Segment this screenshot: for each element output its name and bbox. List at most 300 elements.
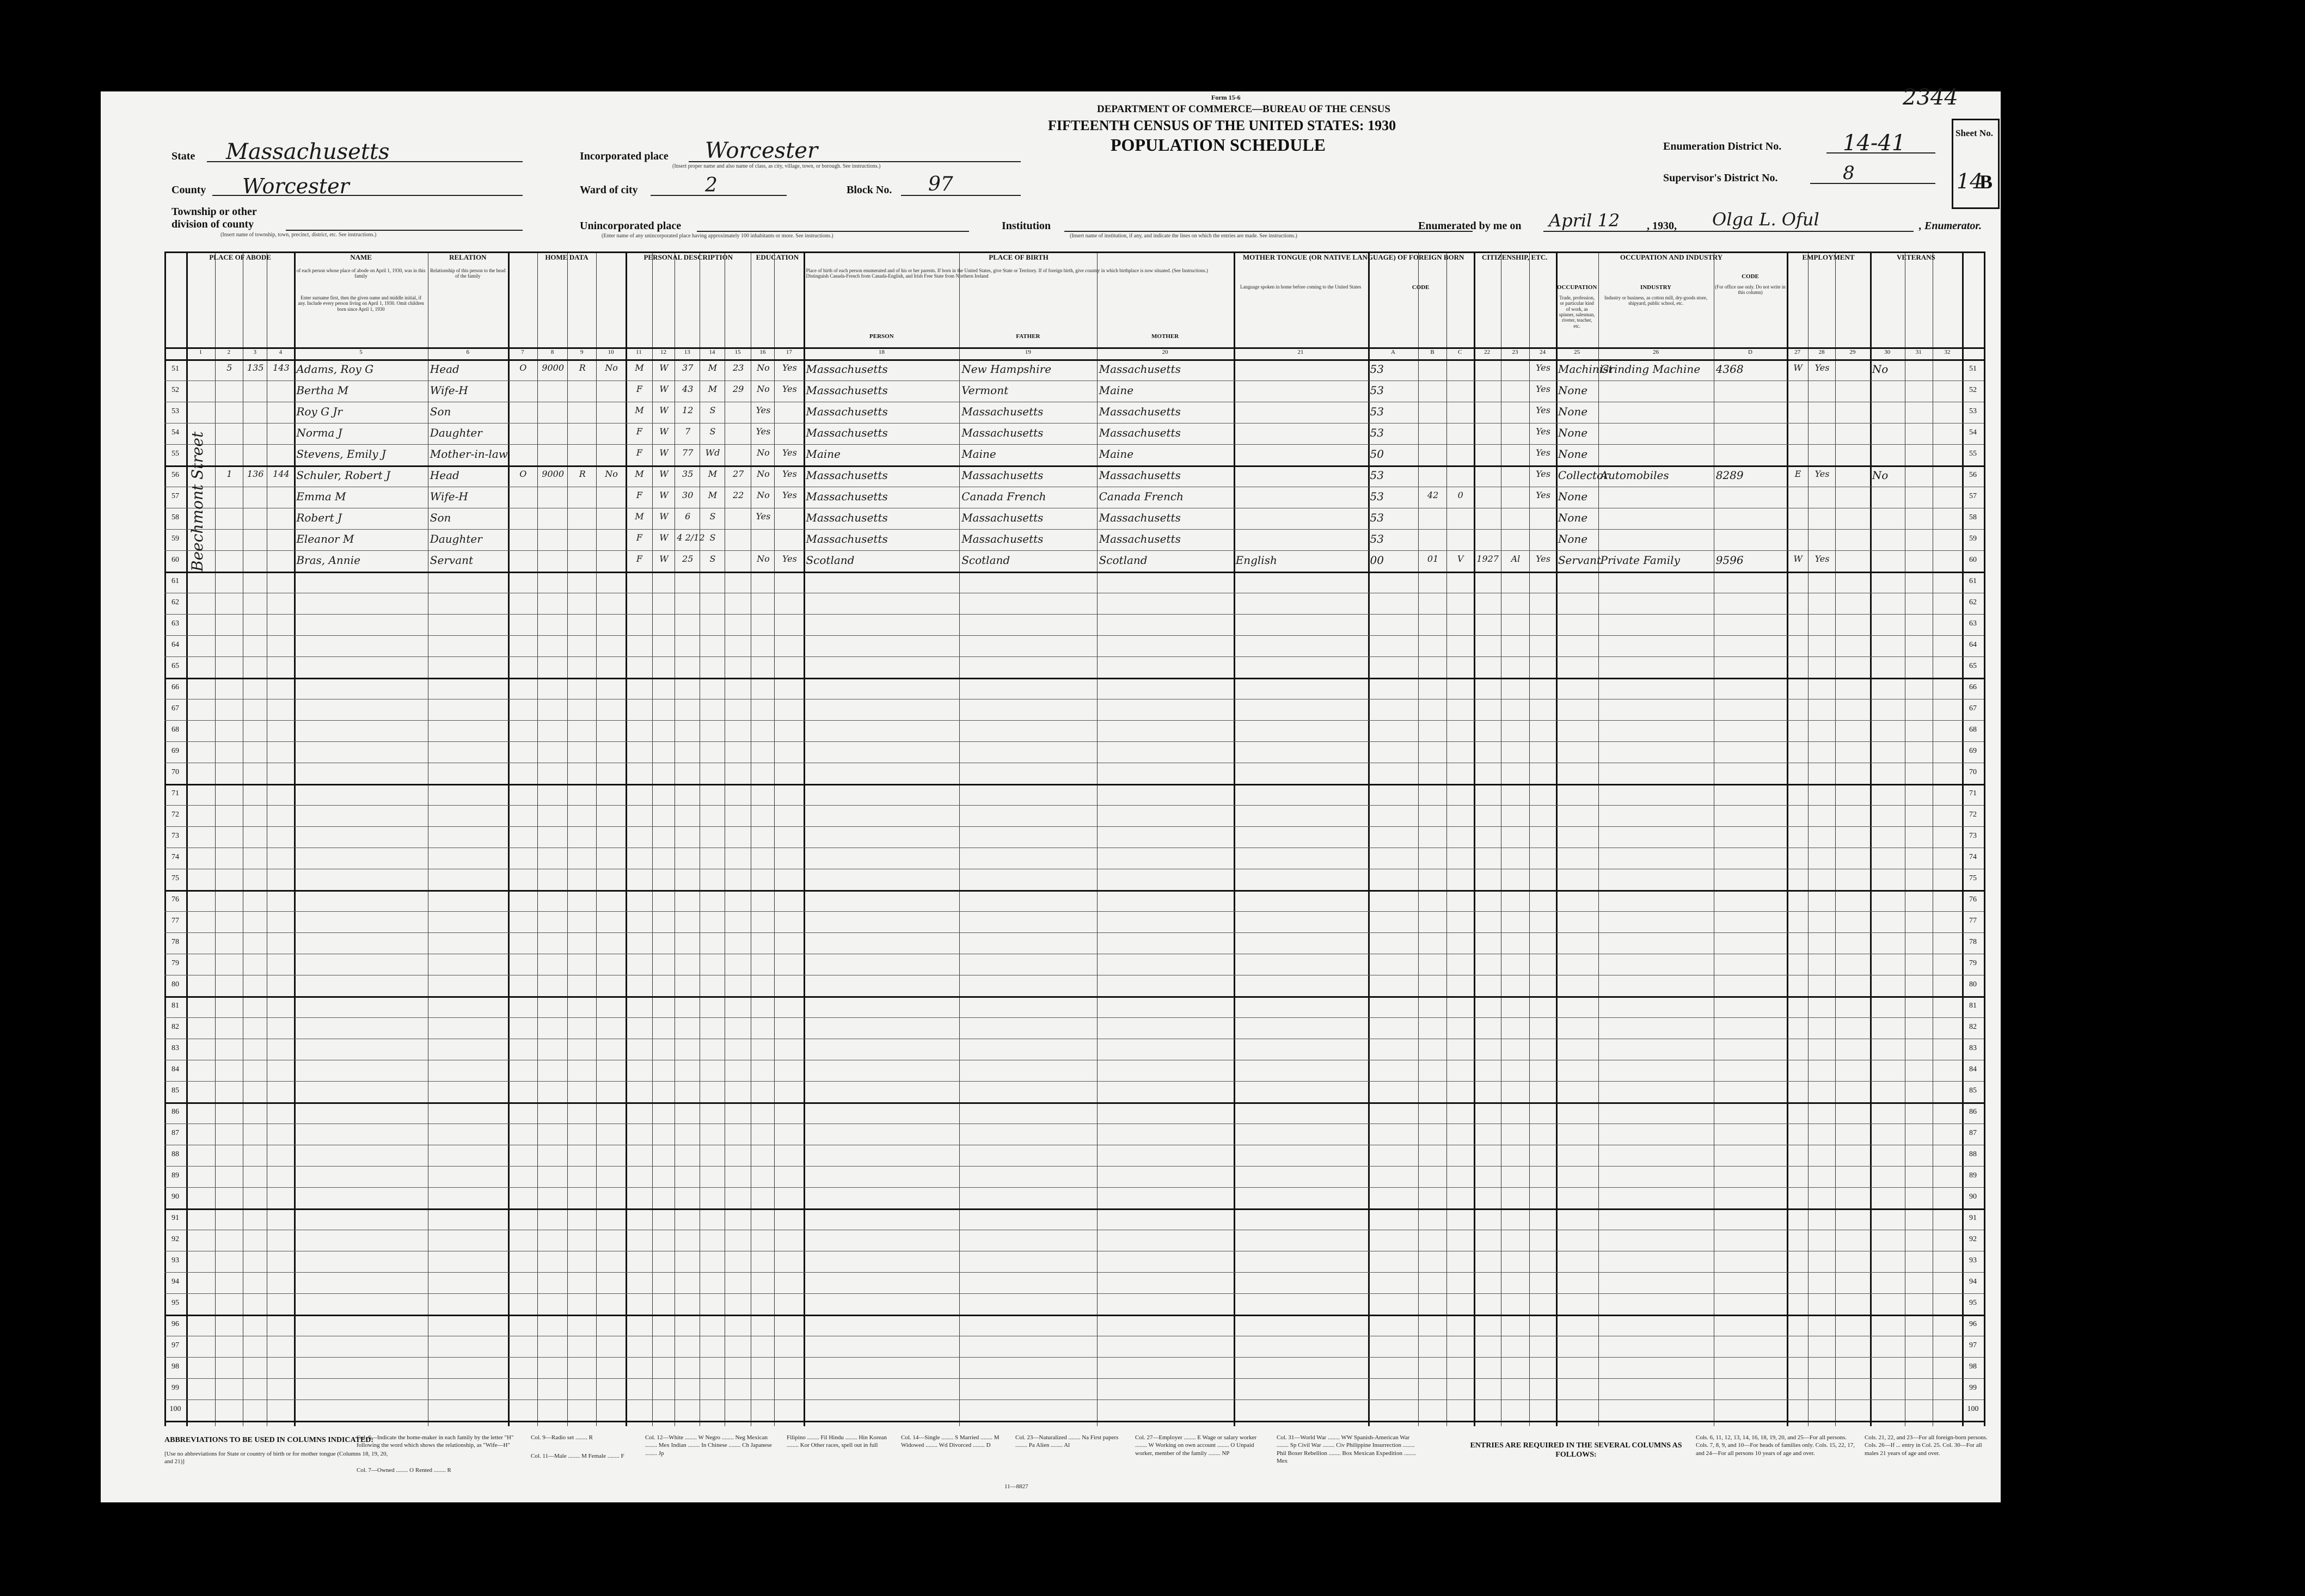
row-number-right: 85 — [1969, 1086, 1977, 1095]
row-number-right: 69 — [1969, 747, 1977, 755]
row-rule — [164, 911, 1984, 912]
cell-read: Yes — [782, 384, 797, 394]
column-number: 16 — [759, 349, 766, 355]
cell-relation: Head — [430, 363, 459, 376]
row-number-left: 62 — [171, 598, 179, 606]
occupation-description: Trade, profession, or particular kind of work, as spinner, salesman, riveter, teacher, etc. — [1559, 295, 1595, 329]
cell-code-a: 53 — [1370, 532, 1384, 545]
cell-radio: R — [579, 363, 586, 373]
row-number-right: 79 — [1969, 959, 1977, 967]
row-number-left: 94 — [171, 1278, 179, 1286]
incorporated-place-value: Worcester — [705, 138, 818, 163]
cell-relation: Daughter — [430, 426, 482, 439]
cell-code-b: 42 — [1427, 490, 1439, 500]
cell-school: No — [757, 554, 770, 564]
abbrev-title: ABBREVIATIONS TO BE USED IN COLUMNS INDICATED: — [164, 1436, 374, 1444]
row-number-left: 67 — [171, 704, 179, 713]
row-number-right: 95 — [1969, 1299, 1977, 1307]
row-rule — [164, 1378, 1984, 1379]
row-number-right: 98 — [1969, 1362, 1977, 1371]
cell-father-birth: New Hampshire — [961, 363, 1052, 376]
row-number-right: 70 — [1969, 768, 1977, 776]
cell-race: W — [659, 469, 669, 479]
footnote-col14: Col. 14—Single ........ S Married ........ M Widowed ........ Wd Divorced ........ D — [901, 1434, 1000, 1449]
ward-label: Ward of city — [580, 184, 638, 196]
cell-sex: F — [636, 490, 642, 500]
cell-dw-no: 136 — [247, 469, 264, 479]
incorporated-place-note: (Insert proper name and also name of class, as city, village, town, or borough. See instructions.) — [672, 163, 881, 169]
row-number-right: 51 — [1969, 365, 1977, 373]
row-rule — [164, 1166, 1984, 1167]
row-number-left: 73 — [171, 832, 179, 840]
row-rule — [164, 805, 1984, 806]
street-name: Beechmont Street — [188, 431, 206, 572]
industry-label: INDUSTRY — [1640, 284, 1672, 291]
group-header-11: VETERANS — [1896, 253, 1935, 261]
row-rule — [164, 656, 1984, 657]
column-rule — [1446, 251, 1447, 1426]
row-rule — [164, 550, 1984, 551]
name-description: of each person whose place of abode on April 1, 1930, was in this family — [296, 268, 426, 279]
institution-note: (Insert name of institution, if any, and indicate the lines on which the entries are made. See instructions.) — [1070, 233, 1297, 239]
cell-marital: Wd — [705, 447, 720, 458]
row-number-left: 81 — [171, 1002, 179, 1010]
cell-birth: Scotland — [806, 554, 855, 567]
column-rule — [1097, 251, 1098, 1426]
cell-race: W — [659, 426, 669, 437]
cell-read: Yes — [782, 554, 797, 564]
column-number: A — [1390, 349, 1395, 355]
column-number: B — [1430, 349, 1435, 355]
birth-description: Place of birth of each person enumerated and of his or her parents. If born in the United States, give State or Territory. If of foreign birth, give country in which birthplace is now situated. (See Instructions.) Distinguish Canada-French from Canada-English, and Irish Free State from Northern Ireland — [806, 268, 1208, 279]
occupation-label: OCCUPATION — [1556, 284, 1597, 291]
cell-sex: M — [635, 511, 644, 521]
cell-work: Yes — [1814, 554, 1830, 564]
row-number-left: 65 — [171, 662, 179, 670]
cell-sex: M — [635, 469, 644, 479]
row-number-left: 96 — [171, 1320, 179, 1328]
footnote-col12a: Col. 12—White ........ W Negro ........ Neg Mexican ........ Mex Indian ........ In Chinese ........ Ch Japanese ........ Jp — [645, 1434, 772, 1457]
cell-code-d: 8289 — [1715, 469, 1744, 482]
cell-race: W — [659, 447, 669, 458]
row-number-right: 86 — [1969, 1108, 1977, 1116]
row-number-right: 72 — [1969, 811, 1977, 819]
column-number: 9 — [580, 349, 584, 355]
cell-code-a: 53 — [1370, 469, 1384, 482]
column-number: 18 — [878, 349, 885, 355]
row-number-right: 61 — [1969, 577, 1977, 585]
row-number-right: 58 — [1969, 513, 1977, 521]
row-number-right: 75 — [1969, 874, 1977, 882]
cell-code-a: 50 — [1370, 447, 1384, 461]
column-rule — [1787, 251, 1788, 1426]
cell-mother-birth: Massachusetts — [1099, 363, 1181, 376]
cell-school: No — [757, 447, 770, 458]
column-number: 30 — [1884, 349, 1891, 355]
row-number-right: 57 — [1969, 492, 1977, 500]
row-number-left: 52 — [171, 386, 179, 394]
county-label: County — [171, 184, 206, 196]
cell-code-a: 00 — [1370, 554, 1384, 567]
row-number-right: 52 — [1969, 386, 1977, 394]
cell-father-birth: Vermont — [961, 384, 1009, 397]
cell-code-b: 01 — [1427, 554, 1439, 564]
footnote-col27: Col. 27—Employer ........ E Wage or salary worker ........ W Working on own account ........ O Unpaid worker, member of the family ........ NP — [1135, 1434, 1257, 1457]
cell-marital: S — [709, 405, 716, 415]
row-rule — [164, 741, 1984, 742]
unincorporated-note: (Enter name of any unincorporated place having approximately 100 inhabitants or more. See instructions.) — [602, 233, 833, 239]
cell-mother-birth: Massachusetts — [1099, 511, 1181, 524]
column-number: 21 — [1297, 349, 1304, 355]
cell-name: Norma J — [296, 426, 342, 439]
group-header-2: RELATION — [449, 253, 487, 261]
cell-marital: S — [709, 532, 716, 543]
cell-industry: Private Family — [1600, 554, 1680, 567]
row-number-left: 95 — [171, 1299, 179, 1307]
row-number-left: 63 — [171, 619, 179, 628]
abbrev-note: [Use no abbreviations for State or country of birth or for mother tongue (Columns 18, 19, 20, and 21)] — [164, 1451, 388, 1465]
code-label: CODE — [1412, 284, 1430, 291]
form-number: Form 15-6 — [1211, 94, 1241, 101]
name-note: Enter surname first, then the given name and middle initial, if any. Include every person living on April 1, 1930. Omit children born since April 1, 1930 — [298, 295, 424, 312]
row-number-right: 64 — [1969, 641, 1977, 649]
cell-english: Yes — [1536, 363, 1550, 373]
column-number: 26 — [1653, 349, 1659, 355]
column-number: 14 — [709, 349, 715, 355]
row-rule — [164, 529, 1984, 530]
column-rule — [215, 251, 216, 1426]
row-rule — [164, 465, 1984, 467]
row-number-left: 83 — [171, 1044, 179, 1052]
cell-occupation: None — [1558, 426, 1588, 439]
cell-race: W — [659, 554, 669, 564]
footnote-col11: Col. 11—Male ........ M Female ........ F — [531, 1453, 624, 1459]
row-number-left: 93 — [171, 1256, 179, 1264]
row-number-left: 55 — [171, 450, 179, 458]
row-number-left: 85 — [171, 1086, 179, 1095]
cell-code-a: 53 — [1370, 363, 1384, 376]
cell-father-birth: Maine — [961, 447, 996, 461]
footnote-col23: Col. 23—Naturalized ........ Na First papers ........ Pa Alien ........ Al — [1015, 1434, 1119, 1449]
row-number-left: 59 — [171, 535, 179, 543]
cell-read: Yes — [782, 447, 797, 458]
cell-occupation: None — [1558, 405, 1588, 418]
column-number: 8 — [550, 349, 554, 355]
cell-name: Roy G Jr — [296, 405, 342, 418]
cell-father-birth: Massachusetts — [961, 532, 1044, 545]
column-number: 15 — [734, 349, 741, 355]
cell-marital: M — [708, 363, 718, 373]
cell-school: Yes — [756, 511, 771, 521]
cell-marital: M — [708, 469, 718, 479]
group-header-8: CITIZENSHIP, ETC. — [1481, 253, 1548, 261]
cell-english: Yes — [1536, 426, 1550, 437]
cell-work: Yes — [1814, 363, 1830, 373]
cell-english: Yes — [1536, 490, 1550, 500]
row-number-right: 93 — [1969, 1256, 1977, 1264]
border-rule — [1984, 251, 1985, 1426]
block-value: 97 — [928, 173, 953, 195]
enumerated-label: Enumerated by me on — [1418, 220, 1522, 232]
enumerated-year: , 1930, — [1647, 220, 1677, 232]
cell-radio: R — [579, 469, 586, 479]
row-rule — [164, 1208, 1984, 1210]
cell-race: W — [659, 532, 669, 543]
cell-age: 25 — [682, 554, 694, 564]
column-number: 1 — [199, 349, 203, 355]
cell-father-birth: Massachusetts — [961, 469, 1044, 482]
column-rule — [774, 251, 775, 1426]
column-rule — [626, 251, 627, 1426]
cell-occupation: None — [1558, 532, 1588, 545]
census-title: FIFTEENTH CENSUS OF THE UNITED STATES: 1930 — [1048, 118, 1396, 133]
row-number-right: 90 — [1969, 1193, 1977, 1201]
row-number-right: 80 — [1969, 980, 1977, 989]
column-rule — [1835, 251, 1836, 1426]
entries-b: Cols. 21, 22, and 23—For all foreign-born persons. Cols. 26—If ... entry in Col. 25. Col. 30—For all males 21 years of age and over. — [1865, 1434, 1988, 1457]
column-number: 2 — [227, 349, 231, 355]
group-header-5: EDUCATION — [756, 253, 799, 261]
column-rule — [1598, 251, 1599, 1426]
column-number: 11 — [636, 349, 642, 355]
row-rule — [164, 1357, 1984, 1358]
cell-dw-no: 135 — [247, 363, 264, 373]
column-number: 22 — [1484, 349, 1491, 355]
row-number-right: 59 — [1969, 535, 1977, 543]
footnote-col31: Col. 31—World War ........ WW Spanish-American War ........ Sp Civil War ........ Civ Philippine Insurrection ........ Phil Boxer Rebellion ........ Box Mexican Expedition ........ Mex — [1277, 1434, 1416, 1464]
row-number-left: 99 — [171, 1384, 179, 1392]
column-number: 32 — [1944, 349, 1951, 355]
sheet-label: Sheet No. — [1955, 128, 1993, 138]
row-rule — [164, 996, 1984, 998]
row-number-right: 65 — [1969, 662, 1977, 670]
row-number-left: 87 — [171, 1129, 179, 1137]
row-rule — [164, 1017, 1984, 1018]
column-number: D — [1748, 349, 1752, 355]
code-d-description: (For office use only. Do not write in this column) — [1715, 284, 1786, 296]
row-number-right: 63 — [1969, 619, 1977, 628]
column-rule — [567, 251, 568, 1426]
industry-description: Industry or business, as cotton mill, dry-goods store, shipyard, public school, etc. — [1604, 295, 1708, 306]
column-number: 27 — [1794, 349, 1801, 355]
footnote-col12b: Filipino ........ Fil Hindu ........ Hin Korean ........ Kor Other races, spell out in full — [787, 1434, 887, 1449]
cell-class: W — [1793, 554, 1803, 564]
cell-mother-birth: Massachusetts — [1099, 532, 1181, 545]
row-rule — [164, 444, 1984, 445]
cell-birth: Massachusetts — [806, 469, 888, 482]
column-rule — [537, 251, 538, 1426]
row-number-right: 89 — [1969, 1171, 1977, 1180]
cell-race: W — [659, 490, 669, 500]
cell-dwelling: 1 — [226, 469, 232, 479]
row-number-left: 75 — [171, 874, 179, 882]
row-number-right: 97 — [1969, 1341, 1977, 1349]
cell-immig: 1927 — [1476, 554, 1499, 564]
cell-farm: No — [605, 363, 618, 373]
row-number-right: 96 — [1969, 1320, 1977, 1328]
column-rule — [186, 251, 188, 1426]
enumerator-label: , Enumerator. — [1919, 220, 1982, 232]
row-number-left: 71 — [171, 789, 179, 797]
state-value: Massachusetts — [226, 139, 390, 164]
entries-a: Cols. 6, 11, 12, 13, 14, 16, 18, 19, 20, and 25—For all persons. Cols. 7, 8, 9, and 10—For heads of families only. Cols. 15, 22, 17, and 24—For all persons 10 years of age and over. — [1696, 1434, 1855, 1457]
cell-mother-birth: Massachusetts — [1099, 405, 1181, 418]
cell-age: 4 2/12 — [677, 532, 705, 543]
column-rule — [596, 251, 597, 1426]
cell-age: 37 — [682, 363, 694, 373]
row-number-right: 73 — [1969, 832, 1977, 840]
cell-occupation: Machinist — [1558, 363, 1613, 376]
sheet-number-box — [1952, 119, 2000, 209]
row-rule — [164, 614, 1984, 615]
cell-school: Yes — [756, 426, 771, 437]
group-header-3: HOME DATA — [545, 253, 588, 261]
row-rule — [164, 678, 1984, 679]
cell-school: No — [757, 363, 770, 373]
row-number-right: 74 — [1969, 853, 1977, 861]
row-rule — [164, 932, 1984, 933]
column-rule — [1418, 251, 1419, 1426]
column-number: 28 — [1818, 349, 1825, 355]
cell-read: Yes — [782, 363, 797, 373]
cell-mother-birth: Maine — [1099, 384, 1134, 397]
row-number-right: 55 — [1969, 450, 1977, 458]
enumeration-district-value: 14-41 — [1843, 131, 1906, 156]
cell-age-marr: 29 — [732, 384, 744, 394]
row-number-left: 76 — [171, 895, 179, 904]
cell-english: Yes — [1536, 469, 1550, 479]
cell-code-a: 53 — [1370, 490, 1384, 503]
column-rule — [294, 251, 296, 1426]
cell-mother-birth: Massachusetts — [1099, 426, 1181, 439]
cell-english: Yes — [1536, 447, 1550, 458]
cell-age-marr: 22 — [732, 490, 744, 500]
census-sheet — [101, 85, 2001, 1502]
cell-relation: Wife-H — [430, 384, 468, 397]
row-number-right: 100 — [1967, 1405, 1979, 1413]
row-number-left: 72 — [171, 811, 179, 819]
column-rule — [1368, 251, 1370, 1426]
cell-code-a: 53 — [1370, 405, 1384, 418]
row-number-left: 77 — [171, 917, 179, 925]
birth-person-label: PERSON — [869, 333, 894, 340]
row-number-left: 56 — [171, 471, 179, 479]
group-header-1: NAME — [350, 253, 372, 261]
group-header-0: PLACE OF ABODE — [209, 253, 271, 261]
cell-birth: Maine — [806, 447, 841, 461]
supervisor-label: Supervisor's District No. — [1663, 172, 1778, 184]
cell-mother-birth: Canada French — [1099, 490, 1184, 503]
cell-occupation: None — [1558, 384, 1588, 397]
row-rule — [164, 826, 1984, 827]
cell-value: 9000 — [542, 363, 564, 373]
row-number-left: 82 — [171, 1023, 179, 1031]
enumerated-date: April 12 — [1549, 210, 1620, 231]
row-number-right: 76 — [1969, 895, 1977, 904]
cell-school: No — [757, 384, 770, 394]
schedule-title: POPULATION SCHEDULE — [1111, 135, 1326, 155]
row-rule — [164, 1187, 1984, 1188]
cell-mother-birth: Scotland — [1099, 554, 1148, 567]
cell-birth: Massachusetts — [806, 532, 888, 545]
row-number-left: 86 — [171, 1108, 179, 1116]
cell-birth: Massachusetts — [806, 363, 888, 376]
column-rule — [1870, 251, 1872, 1426]
group-header-4: PERSONAL DESCRIPTION — [643, 253, 733, 261]
row-number-left: 66 — [171, 683, 179, 691]
cell-read: Yes — [782, 490, 797, 500]
cell-race: W — [659, 511, 669, 521]
row-number-right: 71 — [1969, 789, 1977, 797]
row-rule — [164, 1399, 1984, 1400]
state-label: State — [171, 150, 195, 162]
cell-name: Adams, Roy G — [296, 363, 374, 376]
cell-class: E — [1794, 469, 1801, 479]
institution-label: Institution — [1002, 220, 1051, 232]
cell-sex: M — [635, 363, 644, 373]
cell-work: Yes — [1814, 469, 1830, 479]
cell-sex: F — [636, 447, 642, 458]
cell-code-d: 4368 — [1715, 363, 1744, 376]
column-number: 24 — [1540, 349, 1546, 355]
row-rule — [164, 1293, 1984, 1294]
row-number-left: 64 — [171, 641, 179, 649]
column-number: 6 — [466, 349, 470, 355]
cell-relation: Head — [430, 469, 459, 482]
row-number-right: 92 — [1969, 1235, 1977, 1243]
cell-relation: Son — [430, 511, 451, 524]
row-number-right: 77 — [1969, 917, 1977, 925]
row-number-right: 83 — [1969, 1044, 1977, 1052]
cell-relation: Son — [430, 405, 451, 418]
column-rule — [652, 251, 653, 1426]
cell-marital: M — [708, 384, 718, 394]
footnote-col6: Col. 6—Indicate the home-maker in each family by the letter "H" following the word which shows the relationship, as "Wife—H" — [357, 1434, 514, 1449]
township-note: (Insert name of township, town, precinct, district, etc. See instructions.) — [220, 232, 377, 238]
code-d-label: CODE — [1742, 273, 1759, 280]
row-number-left: 69 — [171, 747, 179, 755]
row-number-right: 78 — [1969, 938, 1977, 946]
row-rule — [164, 635, 1984, 636]
cell-code-a: 53 — [1370, 384, 1384, 397]
print-line: 11—8827 — [1004, 1483, 1028, 1490]
entries-title: ENTRIES ARE REQUIRED IN THE SEVERAL COLUMNS AS FOLLOWS: — [1470, 1441, 1682, 1459]
row-number-left: 97 — [171, 1341, 179, 1349]
row-rule — [164, 720, 1984, 721]
column-number: 4 — [279, 349, 283, 355]
column-rule — [1529, 251, 1530, 1426]
row-number-left: 61 — [171, 577, 179, 585]
row-number-right: 99 — [1969, 1384, 1977, 1392]
department-line: DEPARTMENT OF COMMERCE—BUREAU OF THE CENSUS — [1097, 103, 1390, 115]
row-rule — [164, 572, 1984, 573]
cell-code-a: 53 — [1370, 511, 1384, 524]
relation-description: Relationship of this person to the head of the family — [430, 268, 506, 279]
row-number-left: 100 — [169, 1405, 181, 1413]
cell-mother-birth: Massachusetts — [1099, 469, 1181, 482]
cell-english: Yes — [1536, 405, 1550, 415]
footnote-col7: Col. 7—Owned ........ O Rented ........ R — [357, 1467, 451, 1474]
cell-sex: F — [636, 426, 642, 437]
cell-marital: S — [709, 511, 716, 521]
cell-age: 77 — [682, 447, 694, 458]
cell-fam-no: 144 — [273, 469, 290, 479]
cell-name: Eleanor M — [296, 532, 354, 545]
row-rule — [164, 890, 1984, 892]
row-number-right: 88 — [1969, 1150, 1977, 1158]
column-number: 12 — [660, 349, 667, 355]
group-header-7: MOTHER TONGUE (OR NATIVE LANGUAGE) OF FOREIGN BORN — [1242, 253, 1464, 261]
